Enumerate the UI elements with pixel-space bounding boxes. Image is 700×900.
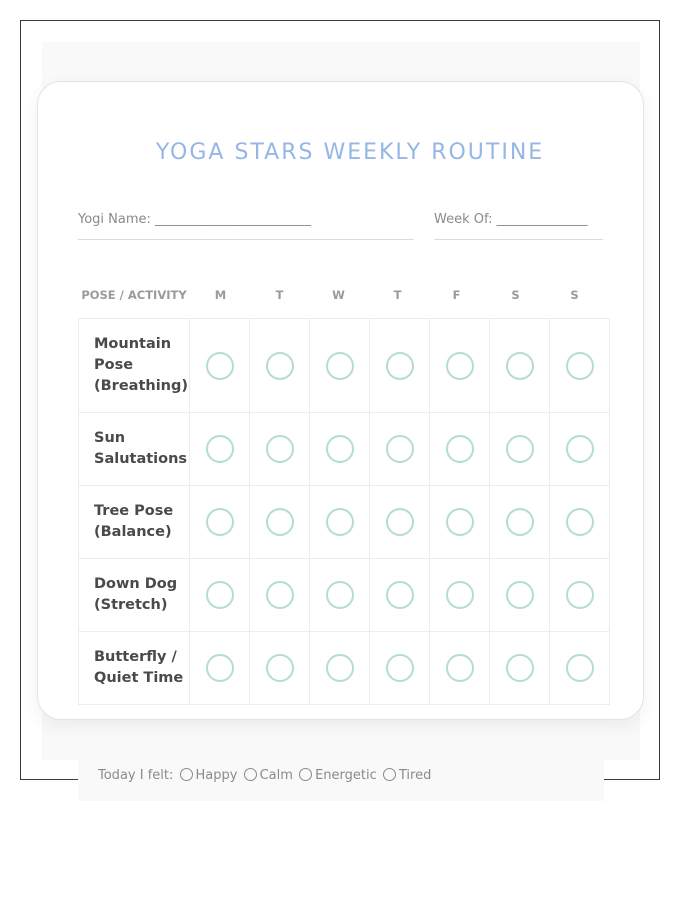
check-circle[interactable] bbox=[206, 508, 234, 536]
pose-label-line: Tree Pose bbox=[94, 503, 174, 519]
table-row bbox=[79, 632, 610, 705]
pose-label-line: Mountain bbox=[94, 336, 172, 352]
mood-option-energetic: Energetic bbox=[315, 768, 377, 783]
check-circle[interactable] bbox=[386, 581, 414, 609]
week-of-field[interactable]: Week Of: ______________ bbox=[434, 212, 603, 240]
pose-label-line: Sun bbox=[94, 430, 126, 446]
check-circle[interactable] bbox=[566, 654, 594, 682]
header-day-tue: T bbox=[275, 288, 284, 302]
header-pose-activity: POSE / ACTIVITY bbox=[81, 288, 187, 302]
check-circle[interactable] bbox=[566, 435, 594, 463]
mood-option-tired: Tired bbox=[398, 768, 432, 783]
header-day-fri: F bbox=[452, 288, 461, 302]
mood-box bbox=[78, 735, 604, 801]
mood-radio-energetic[interactable] bbox=[299, 768, 312, 781]
check-circle[interactable] bbox=[566, 352, 594, 380]
page-title: YOGA STARS WEEKLY ROUTINE bbox=[155, 140, 545, 165]
check-circle[interactable] bbox=[206, 581, 234, 609]
check-circle[interactable] bbox=[266, 352, 294, 380]
pose-label bbox=[79, 413, 190, 486]
mood-option-happy: Happy bbox=[195, 768, 238, 783]
table-row bbox=[79, 413, 610, 486]
pose-label bbox=[79, 486, 190, 559]
check-circle[interactable] bbox=[506, 352, 534, 380]
check-circle[interactable] bbox=[446, 435, 474, 463]
pose-label bbox=[79, 319, 190, 413]
pose-label-line: Quiet Time bbox=[94, 670, 184, 686]
check-circle[interactable] bbox=[506, 654, 534, 682]
pose-label-line: (Balance) bbox=[94, 524, 172, 540]
table-row bbox=[79, 486, 610, 559]
pose-label-line: Down Dog bbox=[94, 576, 178, 592]
check-circle[interactable] bbox=[566, 508, 594, 536]
table-row bbox=[79, 319, 610, 413]
check-circle[interactable] bbox=[506, 581, 534, 609]
check-circle[interactable] bbox=[266, 435, 294, 463]
pose-label-line: Pose bbox=[94, 357, 134, 373]
check-circle[interactable] bbox=[266, 581, 294, 609]
check-circle[interactable] bbox=[566, 581, 594, 609]
pose-label-line: Butterfly / bbox=[94, 649, 177, 665]
header-day-mon: M bbox=[214, 288, 227, 302]
check-circle[interactable] bbox=[386, 435, 414, 463]
mood-prompt: Today I felt: bbox=[98, 768, 174, 783]
check-circle[interactable] bbox=[446, 654, 474, 682]
routine-grid bbox=[78, 318, 610, 705]
check-circle[interactable] bbox=[206, 435, 234, 463]
pose-label bbox=[79, 632, 190, 705]
check-circle[interactable] bbox=[386, 654, 414, 682]
check-circle[interactable] bbox=[446, 508, 474, 536]
check-circle[interactable] bbox=[506, 435, 534, 463]
check-circle[interactable] bbox=[266, 508, 294, 536]
yogi-name-field[interactable]: Yogi Name: ________________________ bbox=[78, 212, 414, 240]
check-circle[interactable] bbox=[206, 654, 234, 682]
mood-option-calm: Calm bbox=[259, 768, 293, 783]
header-day-wed: W bbox=[332, 288, 345, 302]
check-circle[interactable] bbox=[386, 508, 414, 536]
check-circle[interactable] bbox=[506, 508, 534, 536]
check-circle[interactable] bbox=[326, 435, 354, 463]
check-circle[interactable] bbox=[266, 654, 294, 682]
mood-radio-tired[interactable] bbox=[383, 768, 396, 781]
check-circle[interactable] bbox=[326, 508, 354, 536]
check-circle[interactable] bbox=[206, 352, 234, 380]
check-circle[interactable] bbox=[386, 352, 414, 380]
pose-label-line: (Breathing) bbox=[94, 378, 189, 394]
pose-label-line: (Stretch) bbox=[94, 597, 168, 613]
pose-label-line: Salutations bbox=[94, 451, 188, 467]
check-circle[interactable] bbox=[446, 352, 474, 380]
mood-radio-happy[interactable] bbox=[180, 768, 193, 781]
check-circle[interactable] bbox=[326, 581, 354, 609]
header-day-sat: S bbox=[511, 288, 520, 302]
mood-line bbox=[98, 768, 431, 783]
header-day-thu: T bbox=[393, 288, 402, 302]
check-circle[interactable] bbox=[326, 654, 354, 682]
mood-radio-calm[interactable] bbox=[244, 768, 257, 781]
header-day-sun: S bbox=[570, 288, 579, 302]
table-row bbox=[79, 559, 610, 632]
pose-label bbox=[79, 559, 190, 632]
check-circle[interactable] bbox=[326, 352, 354, 380]
check-circle[interactable] bbox=[446, 581, 474, 609]
